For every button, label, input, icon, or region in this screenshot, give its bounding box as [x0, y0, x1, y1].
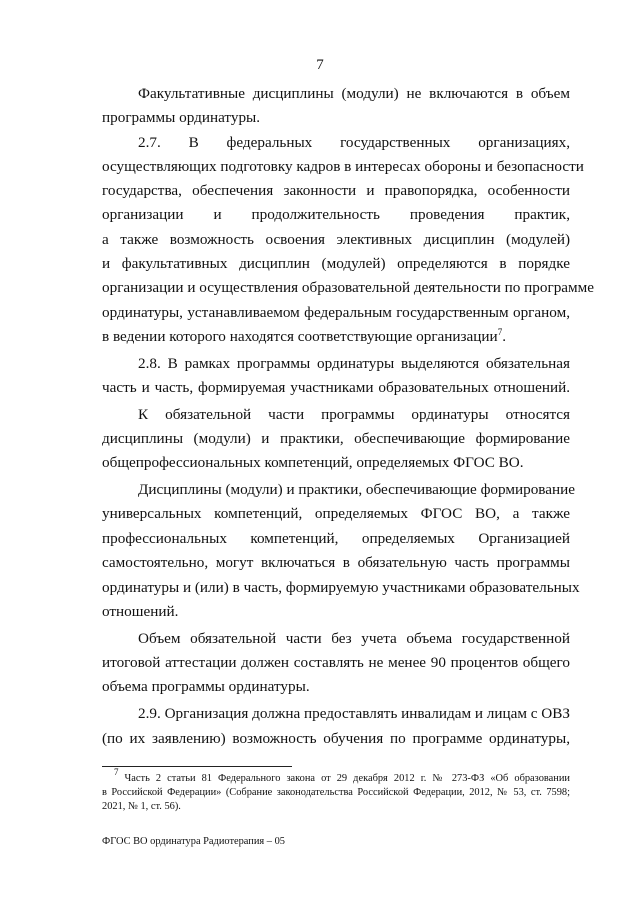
body-line: (по их заявлению) возможность обучения по программе ординатуры,	[102, 730, 570, 747]
footnote-line: в Российской Федерации» (Собрание законодательства Российской Федерации, 2012, № 53, ст. 7598;	[102, 787, 570, 798]
body-line: а также возможность освоения элективных дисциплин (модулей)	[102, 231, 570, 248]
body-line: общепрофессиональных компетенций, определяемых ФГОС ВО.	[102, 454, 524, 471]
body-line: часть и часть, формируемая участниками образовательных отношений.	[102, 379, 570, 396]
body-line: Факультативные дисциплины (модули) не включаются в объем	[138, 85, 570, 102]
footnote-text: Часть 2 статьи 81 Федерального закона от 29 декабря 2012 г. № 273-ФЗ «Об образовании	[124, 773, 570, 784]
body-line: 2.8. В рамках программы ординатуры выделяются обязательная	[138, 355, 570, 372]
body-line: программы ординатуры.	[102, 109, 261, 126]
body-line: и факультативных дисциплин (модулей) определяются в порядке	[102, 255, 570, 272]
body-line: итоговой аттестации должен составлять не менее 90 процентов общего	[102, 654, 570, 671]
document-footer: ФГОС ВО ординатура Радиотерапия – 05	[102, 836, 285, 847]
body-line: дисциплины (модули) и практики, обеспечивающие формирование	[102, 430, 570, 447]
body-line: Дисциплины (модули) и практики, обеспечивающие формирование	[138, 481, 576, 498]
footnote-reference: 7	[497, 327, 503, 337]
body-line: 2.9. Организация должна предоставлять инвалидам и лицам с ОВЗ	[138, 705, 570, 722]
body-line-with-footnote-ref	[102, 325, 570, 349]
footnote-separator	[102, 766, 292, 767]
body-line: профессиональных компетенций, определяемых Организацией	[102, 530, 570, 547]
footnote-line	[114, 767, 570, 786]
body-line: ординатуры, устанавливаемом федеральным государственным органом,	[102, 304, 570, 321]
body-line: объема программы ординатуры.	[102, 678, 310, 695]
body-line: К обязательной части программы ординатуры относятся	[138, 406, 570, 423]
body-line: самостоятельно, могут включаться в обязательную часть программы	[102, 554, 570, 571]
footnote-marker: 7	[114, 767, 119, 777]
body-line-text: в ведении которого находятся соответствующие организации	[102, 328, 498, 345]
body-line: организации и продолжительность проведения практик,	[102, 206, 570, 223]
body-line: универсальных компетенций, определяемых ФГОС ВО, а также	[102, 505, 570, 522]
body-line: Объем обязательной части без учета объема государственной	[138, 630, 570, 647]
body-line: 2.7. В федеральных государственных организациях,	[138, 134, 570, 151]
body-line: государства, обеспечения законности и правопорядка, особенности	[102, 182, 570, 199]
body-line: ординатуры и (или) в часть, формируемую участниками образовательных	[102, 579, 580, 596]
sentence-period: .	[502, 328, 506, 345]
body-line: организации и осуществления образовательной деятельности по программе	[102, 279, 594, 296]
body-line: отношений.	[102, 603, 179, 620]
page-number: 7	[316, 57, 324, 73]
footnote-line: 2021, № 1, ст. 56).	[102, 801, 181, 812]
body-line: осуществляющих подготовку кадров в интересах обороны и безопасности	[102, 158, 584, 175]
